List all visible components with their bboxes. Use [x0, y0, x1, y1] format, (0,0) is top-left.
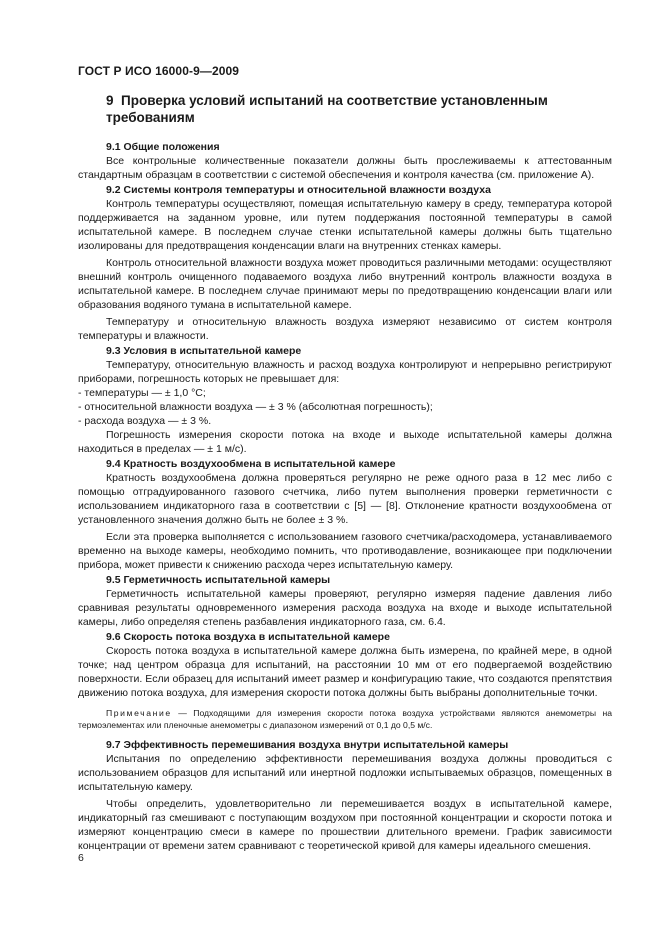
subsection-heading-9-5: 9.5 Герметичность испытательной камеры	[106, 574, 331, 586]
note-label: Примечание	[106, 708, 172, 718]
paragraph: Скорость потока воздуха в испытательной камере должна быть измерена, по крайней мере, в одной точке; над центром образца для испытаний, на расстоянии 10 мм от его подвергаемой воздействию поверхности. Если образец для испытаний имеет размер и конфигурацию такие, что создаются препятствия движению потока воздуха, для измерения скорости потока должны быть выбраны дополнительные точки.	[78, 645, 612, 699]
paragraph: Герметичность испытательной камеры проверяют, регулярно измеряя падение давления либо сравнивая результаты одновременного измерения расхода воздуха на входе и выходе испытательной камеры, либо определяя степень разбавления индикаторного газа, см. 6.4.	[78, 588, 612, 628]
subsection-heading-9-4: 9.4 Кратность воздухообмена в испытательной камере	[106, 458, 396, 470]
list-item: - расхода воздуха — ± 3 %.	[78, 415, 212, 427]
paragraph: Кратность воздухообмена должна проверяться регулярно не реже одного раза в 12 мес либо с помощью отградуированного газового счетчика, либо путем выполнения проверки герметичности с использованием индикаторного газа в соответствии с [5] — [8]. Отклонение кратности воздухообмена от установленного значения должно быть не более ± 3 %.	[78, 472, 612, 526]
subsection-heading-9-6: 9.6 Скорость потока воздуха в испытательной камере	[106, 631, 390, 643]
paragraph: Контроль температуры осуществляют, помещая испытательную камеру в среду, температура которой поддерживается на заданном уровне, или путем поддержания постоянной температуры в самой испытательной камере. В последнем случае стенки испытательной камеры должны быть тщательно изолированы для предотвращения конденсации влаги на внутренних стенках камеры.	[78, 198, 612, 252]
paragraph: Все контрольные количественные показатели должны быть прослеживаемы к аттестованным стандартным образцам в соответствии с системой обеспечения и контроля качества (см. приложение А).	[78, 155, 612, 181]
subsection-heading-9-1: 9.1 Общие положения	[106, 141, 220, 153]
subsection-heading-9-3: 9.3 Условия в испытательной камере	[106, 345, 302, 357]
paragraph: Температуру, относительную влажность и расход воздуха контролируют и непрерывно регистрируют приборами, погрешность которых не превышает для:	[78, 359, 612, 385]
list-item: - относительной влажности воздуха — ± 3 % (абсолютная погрешность);	[78, 401, 433, 413]
paragraph: Чтобы определить, удовлетворительно ли перемешивается воздух в испытательной камере, индикаторный газ смешивают с поступающим воздухом при постоянной концентрации и скорости потока и измеряют концентрацию смеси в камере по прошествии длительного времени. График зависимости концентрации от времени затем сравнивают с теоретической кривой для камеры идеального смешения.	[78, 798, 612, 852]
section-title	[106, 92, 586, 126]
section-title-text: Проверка условий испытаний на соответствие установленным требованиям	[106, 93, 548, 125]
list-item: - температуры — ± 1,0 °С;	[78, 387, 206, 399]
paragraph: Температуру и относительную влажность воздуха измеряют независимо от систем контроля температуры и влажности.	[78, 316, 612, 342]
page-number: 6	[78, 852, 84, 864]
document-header: ГОСТ Р ИСО 16000-9—2009	[78, 64, 240, 78]
paragraph: Если эта проверка выполняется с использованием газового счетчика/расходомера, устанавливаемого временно на выходе камеры, необходимо помнить, что противодавление, возникающее при подключении прибора, может привести к снижению расхода через испытательную камеру.	[78, 531, 612, 571]
note	[78, 707, 612, 731]
subsection-heading-9-2: 9.2 Системы контроля температуры и относительной влажности воздуха	[106, 184, 491, 196]
paragraph: Погрешность измерения скорости потока на входе и выходе испытательной камеры должна находиться в пределах — ± 1 м/с).	[78, 429, 612, 455]
document-body	[78, 139, 612, 853]
paragraph: Испытания по определению эффективности перемешивания воздуха должны проводиться с использованием образцов для испытаний или инертной подложки испытываемых образцов, помещенных в испытательную камеру.	[78, 753, 612, 793]
note-text: — Подходящими для измерения скорости потока воздуха устройствами являются анемометры на термоэлементах или пленочные анемометры с диапазоном измерений от 0,1 до 0,5 м/с.	[78, 708, 612, 730]
subsection-heading-9-7: 9.7 Эффективность перемешивания воздуха внутри испытательной камеры	[106, 739, 509, 751]
section-number: 9	[106, 93, 114, 108]
paragraph: Контроль относительной влажности воздуха может проводиться различными методами: осуществляют внешний контроль очищенного подаваемого воздуха либо внутренний контроль влажности воздуха в испытательной камере. В последнем случае принимают меры по предотвращению конденсации влаги или образования водяного тумана в испытательной камере.	[78, 257, 612, 311]
